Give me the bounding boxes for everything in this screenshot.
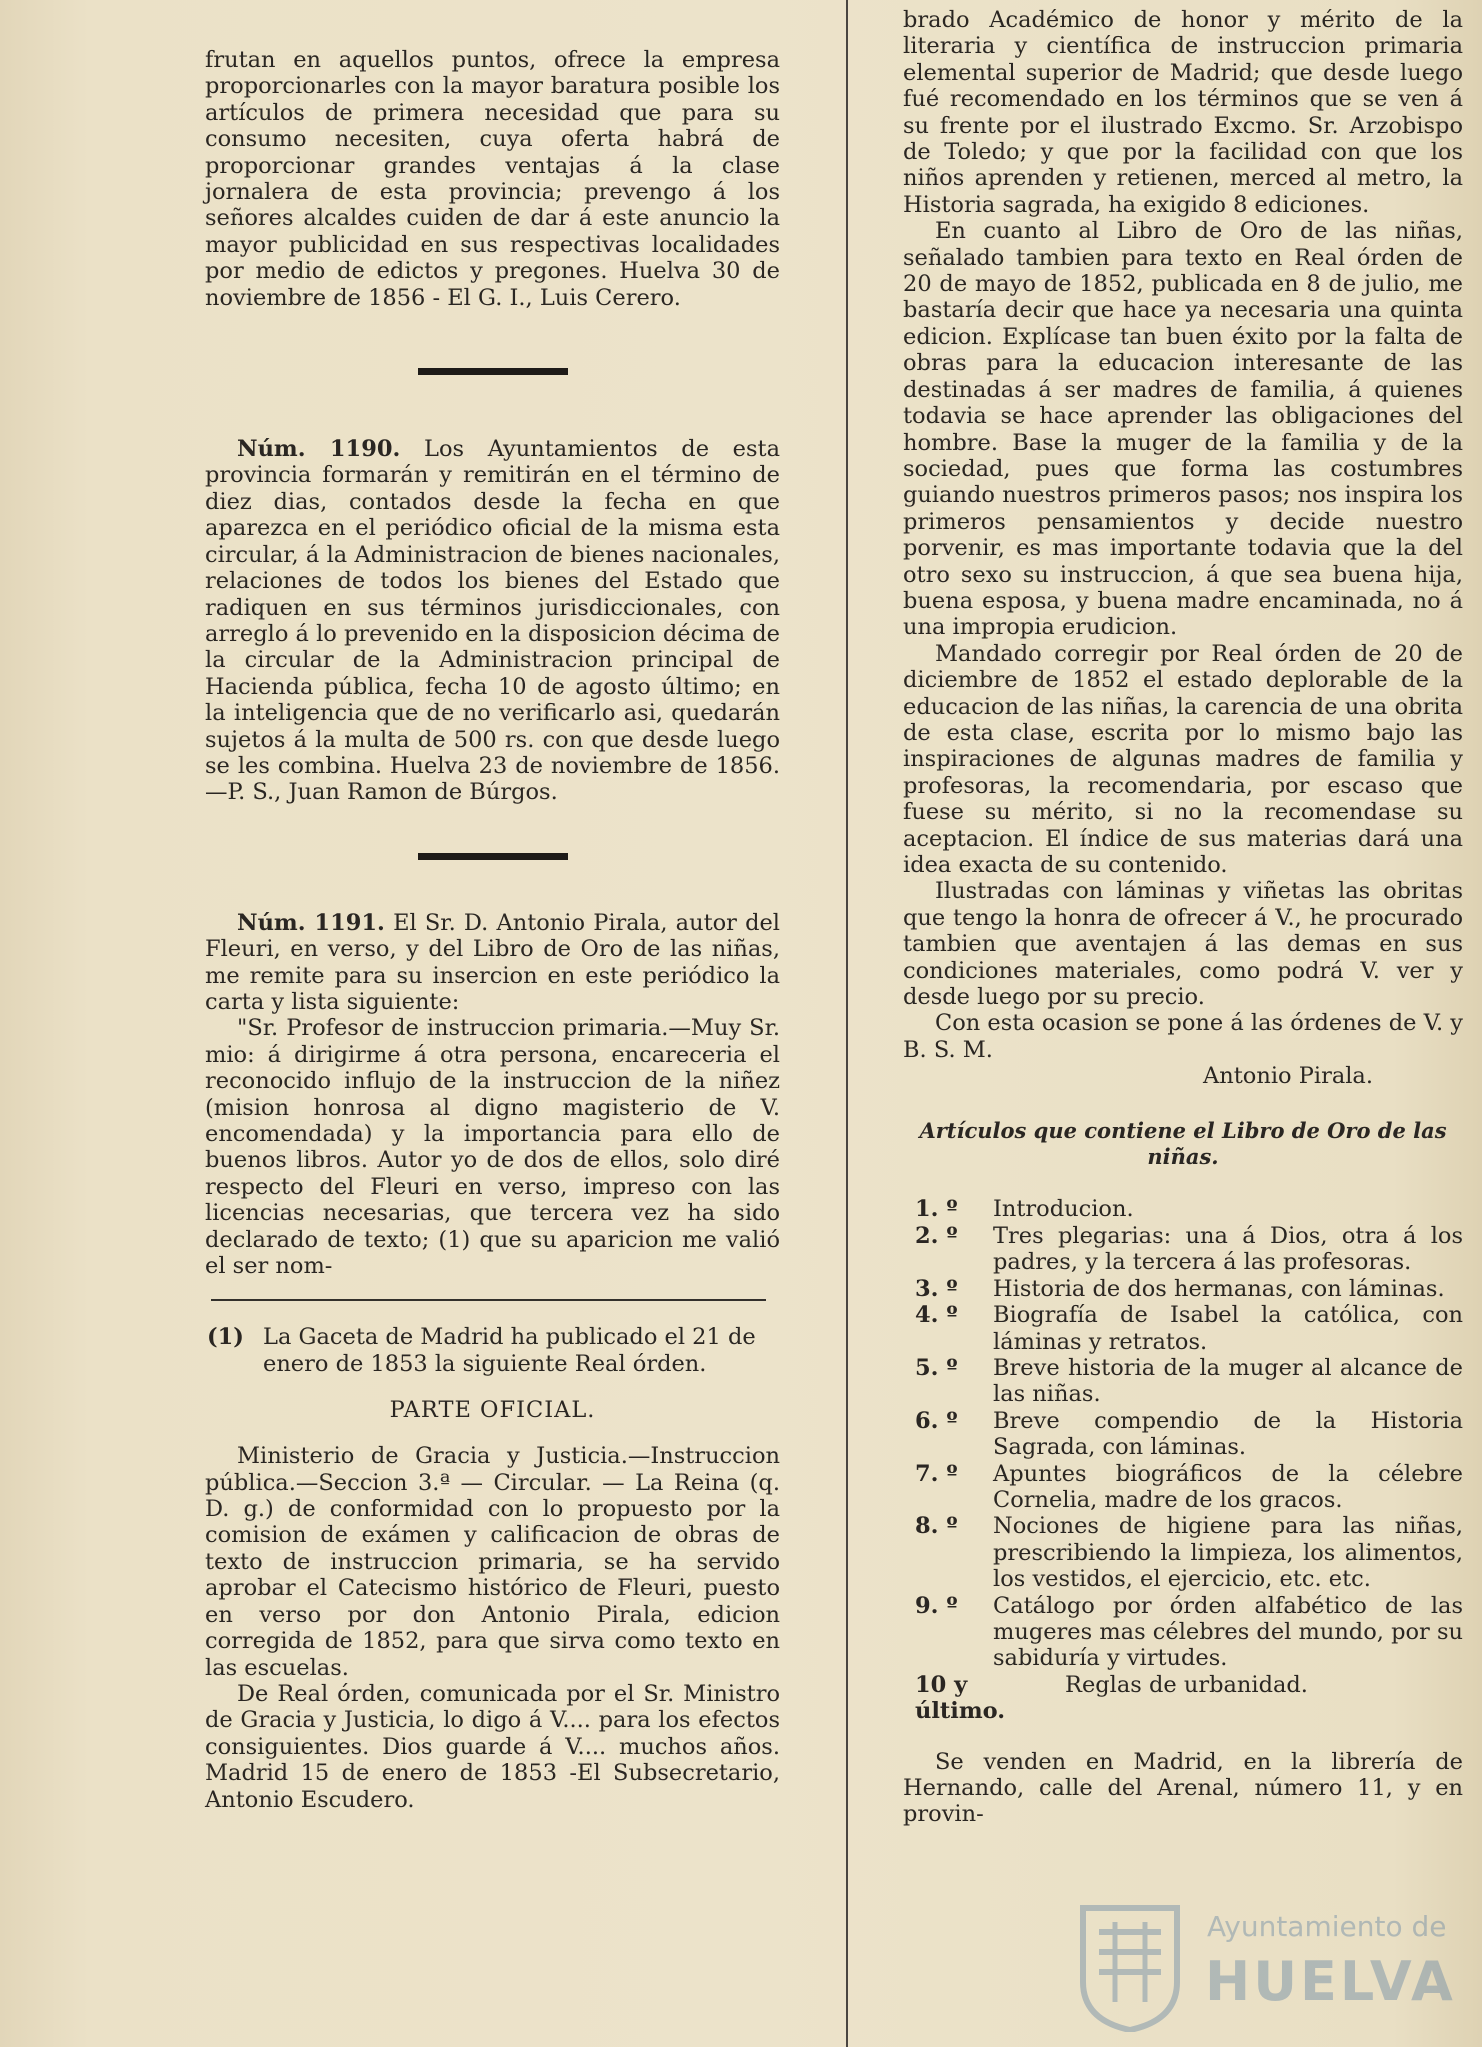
contents-list xyxy=(903,1196,1463,1724)
list-item: 7. º Apuntes biográficos de la célebre Cornelia, madre de los gracos. xyxy=(915,1460,1463,1513)
footnote xyxy=(205,1324,780,1377)
letter-paragraph: "Sr. Profesor de instruccion primaria.—Muy Sr. mio: á dirigirme á otra persona, encareceria el reconocido influjo de la instruccion de la niñez (mision honrosa al digno magisterio de V. encomendada) y la importancia para ello de buenos libros. Autor yo de dos de ellos, solo diré respecto del Fleuri en verso, impreso con las licencias necesarias, que tercera vez ha sido declarado de texto; (1) que su aparicion me valió el ser nom- xyxy=(205,1015,780,1280)
notice-1190 xyxy=(205,436,780,806)
city-shield-icon xyxy=(1075,1902,1185,2032)
section-divider xyxy=(418,853,568,860)
announcement-paragraph: frutan en aquellos puntos, ofrece la empresa proporcionarles con la mayor baratura posible los artículos de primera necesidad que para su consumo necesiten, cuya oferta habrá de proporcionar grandes ventajas á la clase jornalera de esta provincia; prevengo á los señores alcaldes cuiden de dar á este anuncio la mayor publicidad en sus respectivas localidades por medio de edictos y pregones. Huelva 30 de noviembre de 1856 - El G. I., Luis Cerero. xyxy=(205,47,780,311)
list-item: 5. º Breve historia de la muger al alcance de las niñas. xyxy=(915,1354,1463,1408)
notice-number: Núm. 1191. xyxy=(237,909,385,936)
notice-1191 xyxy=(205,910,780,1016)
list-item: 4. º Biografía de Isabel la católica, con láminas y retratos. xyxy=(915,1302,1463,1355)
official-decree: Ministerio de Gracia y Justicia.—Instruccion pública.—Seccion 3.ª — Circular. — La Reina (q. D. g.) de conformidad con lo propuesto por la comision de exámen y calificacion de obras de texto de instruccion primaria, se ha servido aprobar el Catecismo histórico de Fleuri, puesto en verso por don Antonio Pirala, edicion corregida de 1852, para que sirva como texto en las escuelas. xyxy=(205,1443,780,1681)
notice-text: El Sr. D. Antonio Pirala, autor del Fleuri, en verso, y del Libro de Oro de las niñas, me remite para su insercion en este periódico la carta y lista siguiente: xyxy=(205,909,781,1015)
footnote-mark: (1) xyxy=(207,1324,244,1351)
left-column xyxy=(205,0,780,1813)
signature: Antonio Pirala. xyxy=(1203,1063,1373,1090)
letter-continuation: brado Académico de honor y mérito de la literaria y científica de instruccion primaria elemental superior de Madrid; que desde luego fué recomendado en los términos que se ven á su frente por el ilustrado Excmo. Sr. Arzobispo de Toledo; y que por la facilidad con que los niños aprenden y retienen, merced al metro, la Historia sagrada, ha exigido 8 ediciones. xyxy=(903,7,1463,218)
letter-closing: Con esta ocasion se pone á las órdenes de V. y B. S. M. xyxy=(903,1010,1463,1063)
column-rule xyxy=(846,0,848,2047)
list-item: 8. º Nociones de higiene para las niñas, prescribiendo la limpieza, los alimentos, los vestidos, el ejercicio, etc. etc. xyxy=(915,1513,1463,1593)
list-item: 1. º Introducion. xyxy=(915,1196,1134,1223)
footnote-rule xyxy=(211,1299,766,1301)
list-item: 10 y último. Reglas de urbanidad. xyxy=(915,1671,1308,1725)
list-item: 9. º Catálogo por órden alfabético de las mugeres mas célebres del mundo, por su sabiduría y virtudes. xyxy=(915,1592,1463,1672)
list-item: 3. º Historia de dos hermanas, con láminas. xyxy=(915,1275,1445,1302)
section-divider xyxy=(418,368,568,375)
list-item: 6. º Breve compendio de la Historia Sagrada, con láminas. xyxy=(915,1407,1463,1461)
sales-paragraph: Se venden en Madrid, en la librería de Hernando, calle del Arenal, número 11, y en provin- xyxy=(903,1748,1463,1828)
section-heading: PARTE OFICIAL. xyxy=(389,1397,596,1424)
ayuntamiento-watermark xyxy=(1075,1902,1470,2042)
letter-paragraph: Ilustradas con láminas y viñetas las obritas que tengo la honra de ofrecer á V., he procurado tambien que aventajen á las demas en sus condiciones materiales, como podrá V. ver y desde luego por su precio. xyxy=(903,878,1463,1011)
right-column xyxy=(903,0,1463,1828)
notice-number: Núm. 1190. xyxy=(237,436,401,463)
watermark-line1: Ayuntamiento de xyxy=(1207,1910,1447,1943)
official-closing: De Real órden, comunicada por el Sr. Ministro de Gracia y Justicia, lo digo á V.... para los efectos consiguientes. Dios guarde á V.... muchos años. Madrid 15 de enero de 1853 -El Subsecretario, Antonio Escudero. xyxy=(205,1680,780,1813)
notice-text: Los Ayuntamientos de esta provincia formarán y remitirán en el término de diez dias, contados desde la fecha en que aparezca en el periódico oficial de la misma esta circular, á la Administracion de bienes nacionales, relaciones de todos los bienes del Estado que radiquen en sus términos jurisdiccionales, con arreglo á lo prevenido en la disposicion décima de la circular de la Administracion principal de Hacienda pública, fecha 10 de agosto último; en la inteligencia que de no verificarlo asi, quedarán sujetos á la multa de 500 rs. con que desde luego se les combina. Huelva 23 de noviembre de 1856.—P. S., Juan Ramon de Búrgos. xyxy=(205,436,780,806)
watermark-line2: HUELVA xyxy=(1205,1950,1456,2013)
list-item: 2. º Tres plegarias: una á Dios, otra á los padres, y la tercera á las profesoras. xyxy=(915,1222,1463,1276)
footnote-text: La Gaceta de Madrid ha publicado el 21 de enero de 1853 la siguiente Real órden. xyxy=(263,1324,756,1377)
letter-paragraph: En cuanto al Libro de Oro de las niñas, señalado tambien para texto en Real órden de 20 de mayo de 1852, publicada en 8 de julio, me bastaría decir que hace ya necesaria una quinta edicion. Explícase tan buen éxito por la falta de obras para la educacion interesante de las destinadas á ser madres de familia, á quienes todavia se hace aprender las obligaciones del hombre. Base la muger de la familia y de la sociedad, pues que forma las costumbres guiando nuestros primeros pasos; nos inspira los primeros pensamientos y decide nuestro porvenir, es mas importante todavia que la del otro sexo su instruccion, á que sea buena hija, buena esposa, y buena madre encaminada, no á una impropia erudicion. xyxy=(903,218,1463,641)
letter-paragraph: Mandado corregir por Real órden de 20 de diciembre de 1852 el estado deplorable de la educacion de las niñas, la carencia de una obrita de esta clase, escrita por lo mismo bajo las inspiraciones de algunas madres de familia y profesoras, la recomendaria, por escaso que fuese su mérito, si no la recomendase su aceptacion. El índice de sus materias dará una idea exacta de su contenido. xyxy=(903,640,1463,878)
list-title: Artículos que contiene el Libro de Oro de las niñas. xyxy=(919,1117,1447,1170)
